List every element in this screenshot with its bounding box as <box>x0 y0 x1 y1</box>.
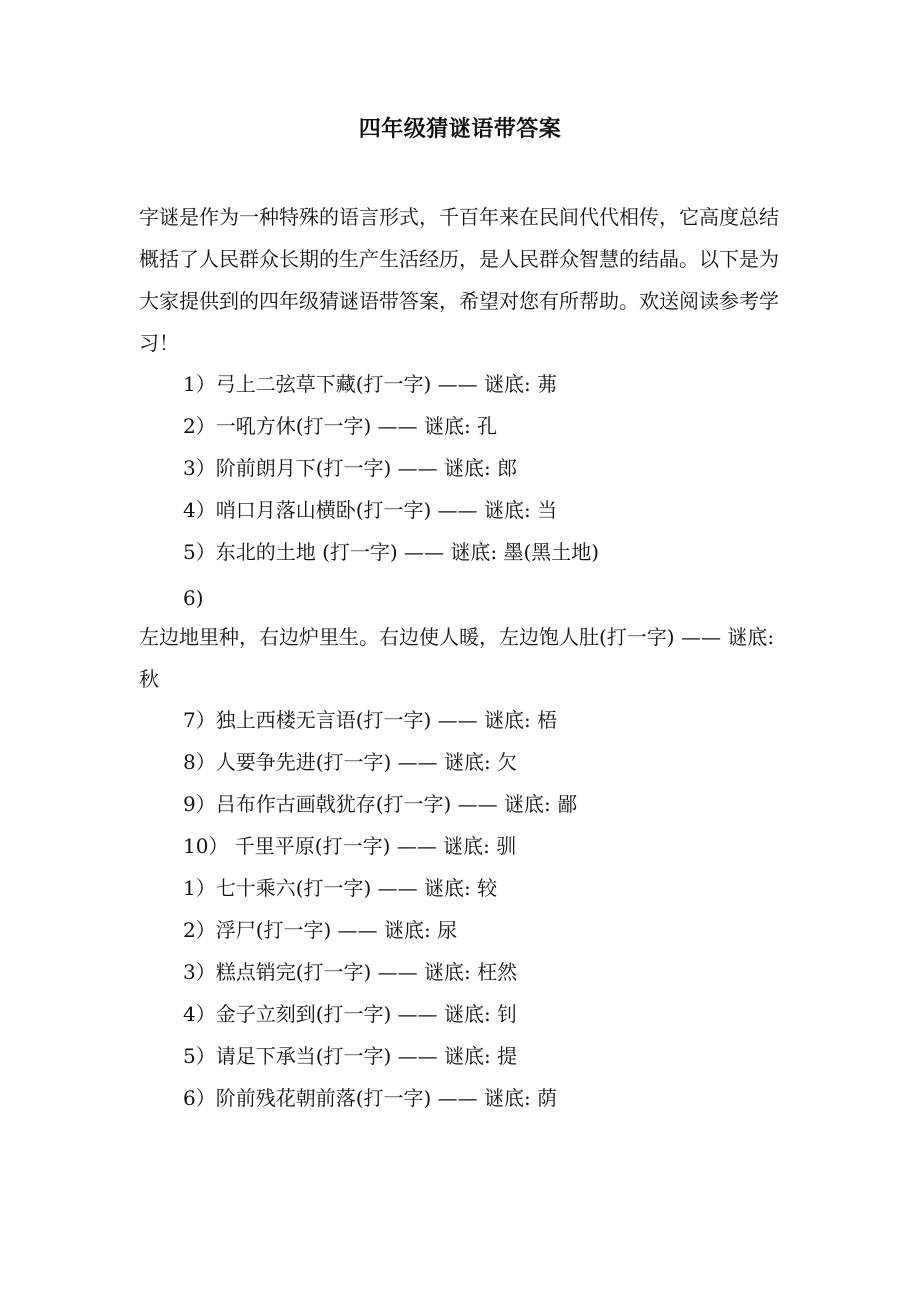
riddle-item: 1）七十乘六(打一字) —— 谜底: 较 <box>183 876 498 900</box>
riddle-item: 6）阶前残花朝前落(打一字) —— 谜底: 荫 <box>183 1086 558 1110</box>
riddle-item: 4）哨口月落山横卧(打一字) —— 谜底: 当 <box>183 498 558 522</box>
riddle-item: 5）东北的土地 (打一字) —— 谜底: 墨(黑土地) <box>183 540 600 564</box>
riddle-item: 4）金子立刻到(打一字) —— 谜底: 钊 <box>183 1002 518 1026</box>
riddle-item: 3）阶前朗月下(打一字) —— 谜底: 郎 <box>183 456 518 480</box>
riddle-item: 7）独上西楼无言语(打一字) —— 谜底: 梧 <box>183 708 558 732</box>
riddle-item-number: 6) <box>183 586 204 610</box>
riddle-item-wrapped: 左边地里种，右边炉里生。右边使人暖，左边饱人肚(打一字) —— 谜底: 秋 <box>139 625 775 691</box>
riddle-item: 1）弓上二弦草下藏(打一字) —— 谜底: 茀 <box>183 372 558 396</box>
riddle-item: 3）糕点销完(打一字) —— 谜底: 枉然 <box>183 960 518 984</box>
riddle-item: 10） 千里平原(打一字) —— 谜底: 驯 <box>183 834 517 858</box>
document-title: 四年级猜谜语带答案 <box>358 116 562 142</box>
riddle-item: 5）请足下承当(打一字) —— 谜底: 提 <box>183 1044 518 1068</box>
riddle-item: 2）一吼方休(打一字) —— 谜底: 孔 <box>183 414 498 438</box>
riddle-item: 2）浮尸(打一字) —— 谜底: 尿 <box>183 918 458 942</box>
intro-paragraph: 字谜是作为一种特殊的语言形式，千百年来在民间代代相传，它高度总结概括了人民群众长期的生产生活经历，是人民群众智慧的结晶。以下是为大家提供到的四年级猜谜语带答案，希望对您有所帮助。欢送阅读参考学习！ <box>139 205 779 355</box>
riddle-item: 9）吕布作古画戟犹存(打一字) —— 谜底: 鄙 <box>183 792 578 816</box>
riddle-item: 8）人要争先进(打一字) —— 谜底: 欠 <box>183 750 518 774</box>
